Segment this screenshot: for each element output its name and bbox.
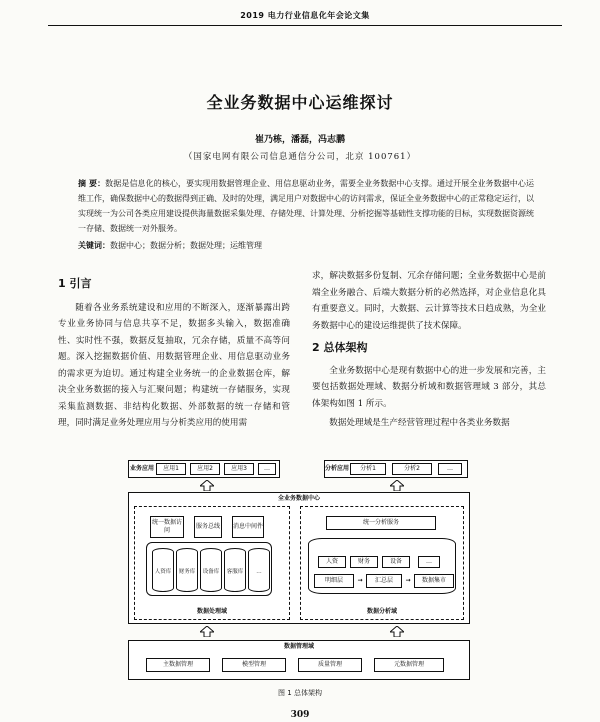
- app-box: 应用2: [190, 463, 220, 475]
- layer-box: 汇总层: [366, 574, 402, 588]
- right-column: [312, 268, 546, 432]
- affiliation: （国家电网有限公司信息通信分公司，北京 100761）: [183, 152, 417, 162]
- section-2-paragraph-2: 数据处理域是生产经营管理过程中各类业务数据: [329, 418, 510, 428]
- management-domain-label: 数据管理域: [283, 643, 314, 650]
- management-item: 主数据管理: [146, 658, 210, 672]
- processing-domain-label: 数据处理域: [196, 608, 227, 615]
- center-title: 全业务数据中心: [277, 495, 320, 502]
- section-2-paragraph-1: 全业务数据中心是现有数据中心的进一步发展和完善，主要包括数据处理域、数据分析域和数据管理域 3 部分，其总体架构如图 1 所示。: [312, 365, 546, 409]
- topic-box: 财务: [350, 556, 378, 568]
- abstract-label: 摘 要：: [78, 179, 106, 188]
- database-cylinder: 财务库: [176, 548, 198, 592]
- management-item: 元数据管理: [374, 658, 444, 672]
- section-1-paragraph-2: 求，解决数据多份复制、冗余存储问题；全业务数据中心是前端全业务融合、后端大数据分析的必然选择，对企业信息化具有重要意义。同时，大数据、云计算等技术日趋成熟，为全业务数据中心的建设运维提供了技术保障。: [312, 271, 546, 331]
- database-cylinder: 客服库: [224, 548, 246, 592]
- section-1-paragraph-1: 随着各业务系统建设和应用的不断深入，逐渐暴露出跨专业业务协同与信息共享不足，数据多头输入，数据准确性、实时性不强，数据反复抽取，冗余存储，质量不高等问题。深入挖掘数据价值、用数据管理企业、用信息驱动业务的需求更为迫切。通过构建全业务统一的企业数据仓库，解决全业务数据的接入与汇聚问题；构建统一存储服务，实现采集监测数据、非结构化数据、外部数据的统一存储和管理，同时满足业务处理应用与分析类应用的使用需: [58, 302, 290, 428]
- analysis-domain-label: 数据分析域: [366, 608, 397, 615]
- analysis-box: 分析2: [392, 463, 432, 475]
- topic-box: 人资: [318, 556, 346, 568]
- up-arrow-icon: [390, 626, 404, 637]
- section-2-heading: 2 总体架构: [312, 341, 368, 354]
- analysis-box: 分析1: [350, 463, 386, 475]
- section-1-heading: 1 引言: [58, 277, 92, 290]
- management-item: 质量管理: [298, 658, 362, 672]
- management-item: 模型管理: [222, 658, 286, 672]
- arrow-right-icon: →: [405, 577, 411, 584]
- left-column: [58, 266, 290, 432]
- layer-box: 明细层: [314, 574, 354, 588]
- authors: 崔乃栋，潘磊，冯志鹏: [254, 135, 345, 145]
- app-box: 应用1: [156, 463, 186, 475]
- unified-analysis-service: 统一分析服务: [326, 516, 436, 530]
- service-box: 服务总线: [194, 516, 222, 538]
- app-box: 应用3: [224, 463, 254, 475]
- figure-caption: 图 1 总体架构: [278, 689, 322, 697]
- service-box: 消息中间件: [232, 516, 264, 538]
- paper-title: 全业务数据中心运维探讨: [206, 93, 394, 112]
- topic-box: …: [418, 556, 440, 568]
- analysis-box: …: [438, 463, 462, 475]
- abstract: [78, 176, 534, 236]
- up-arrow-icon: [200, 626, 214, 637]
- abstract-text: 数据是信息化的核心，要实现用数据管理企业、用信息驱动业务，需要全业务数据中心支撑。通过开展全业务数据中心运维工作，确保数据中心的数据得到正确、及时的处理，满足用户对数据中心的访问需求，保证全业务数据中心的正常稳定运行，以实现统一为公司各类应用建设提供海量数据采集处理、存储处理、计算处理、分析挖掘等基础性支撑功能的目标，实现数据资源统一存储、数据统一对外服务。: [78, 179, 534, 233]
- app-box: …: [258, 463, 276, 475]
- page-number: 309: [290, 710, 310, 720]
- up-arrow-icon: [390, 480, 404, 491]
- database-cylinder: …: [248, 548, 270, 592]
- business-app-label: 业务应用: [129, 465, 154, 472]
- architecture-figure: [128, 460, 480, 682]
- database-cylinder: 人资库: [152, 548, 174, 592]
- keywords-label: 关键词：: [78, 241, 110, 250]
- database-cylinder: 设备库: [200, 548, 222, 592]
- analysis-app-label: 分析应用: [325, 465, 350, 472]
- keywords: [78, 240, 534, 252]
- layer-box: 数据集市: [414, 574, 454, 588]
- keywords-text: 数据中心；数据分析；数据处理；运维管理: [110, 241, 262, 250]
- arrow-right-icon: →: [357, 577, 363, 584]
- up-arrow-icon: [200, 480, 214, 491]
- running-head: 2019 电力行业信息化年会论文集: [48, 10, 562, 26]
- topic-box: 设备: [382, 556, 410, 568]
- service-box: 统一数据访问: [150, 516, 184, 538]
